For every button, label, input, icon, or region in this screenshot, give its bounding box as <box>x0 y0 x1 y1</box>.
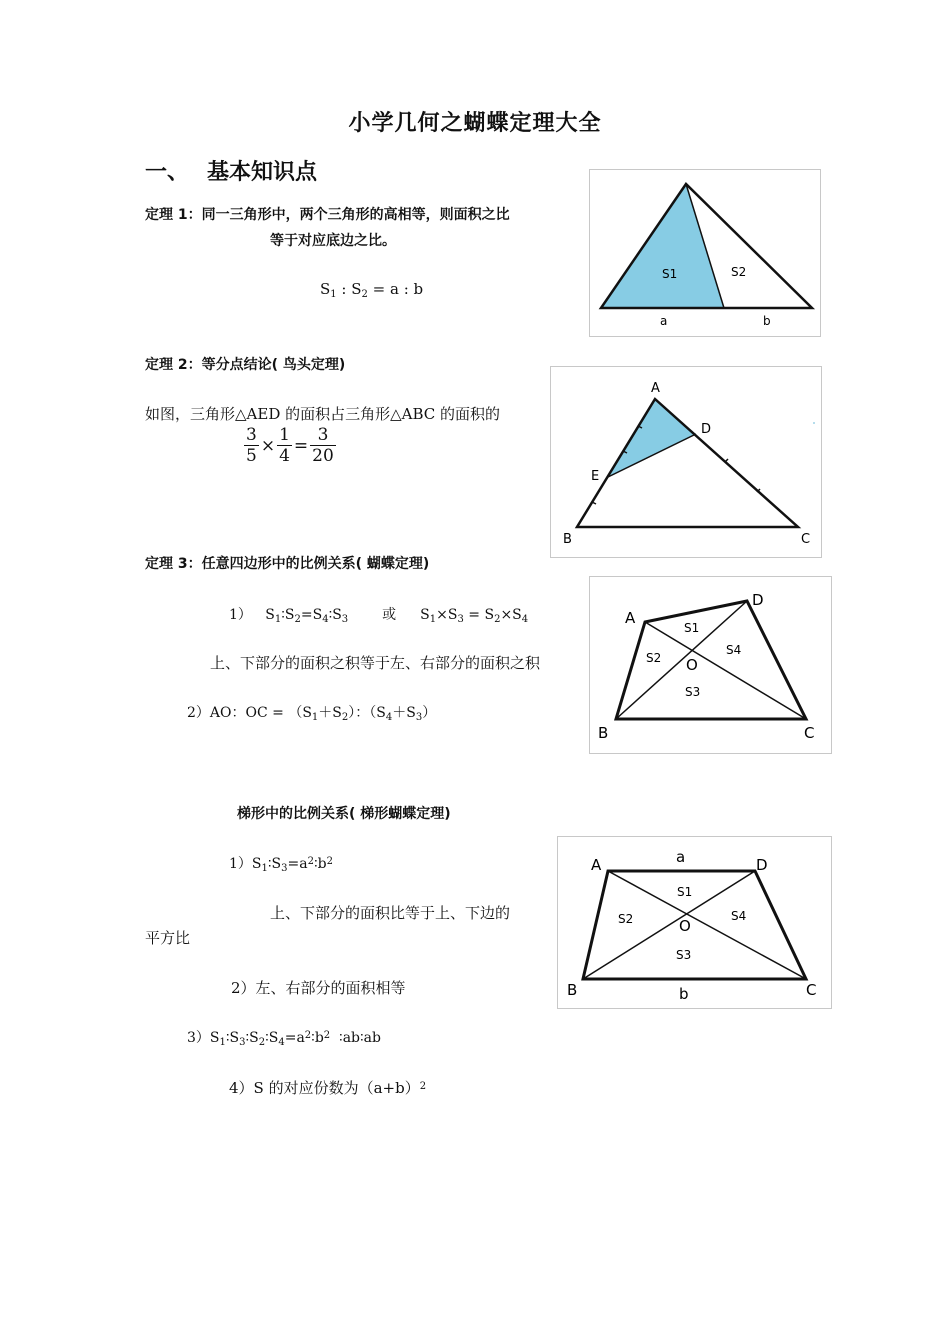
section-heading <box>145 155 317 186</box>
label-s2: S2 <box>646 651 662 665</box>
theorem3-figure <box>589 576 832 754</box>
label-a: A <box>651 381 660 396</box>
or-word: 或 <box>382 607 397 623</box>
label-b: B <box>567 981 578 999</box>
trapezoid-item1: $1)S_1∶S_3=a^2∶b^2$ <box>229 856 333 874</box>
theorem1-formula: $S_1$ : $S_2 = a$ : b <box>320 280 424 300</box>
formula-s1: $S_1$ <box>320 280 337 300</box>
label-b-bottom: b <box>679 985 689 1003</box>
aed-region <box>608 399 696 477</box>
label-s2: S2 <box>731 265 747 279</box>
fraction-1-4: $\frac{1}{4}$ <box>279 425 290 466</box>
theorem3-label: 定理 3： <box>145 556 202 572</box>
theorem3-heading <box>145 553 429 573</box>
theorem1-line2: 等于对应底边之比。 <box>270 233 396 249</box>
label-s3: S3 <box>685 685 701 699</box>
diagonal-bd <box>583 871 755 979</box>
theorem2-figure <box>550 366 822 558</box>
label-d: D <box>752 591 764 609</box>
label-s1: S1 <box>662 267 678 281</box>
theorem1-figure <box>589 169 821 337</box>
label-o: O <box>686 656 698 674</box>
label-d: D <box>701 422 712 437</box>
section-number: 一、 <box>145 160 190 185</box>
label-e: E <box>591 469 600 484</box>
theorem1-label: 定理 1： <box>145 207 202 223</box>
theorem1-text <box>145 204 510 224</box>
fraction-3-5: $\frac{3}{5}$ <box>246 425 257 466</box>
label-b: b <box>763 314 771 328</box>
trapezoid-item1-desc: 上、下部分的面积比等于上、下边的 <box>270 904 511 922</box>
label-s1: S1 <box>684 621 700 635</box>
label-s1: S1 <box>677 885 693 899</box>
theorem3-item1-desc: 上、下部分的面积之积等于左、右部分的面积之积 <box>210 654 541 672</box>
trapezoid-item4: 4）S 的对应份数为$(a+b)^2$ <box>229 1079 427 1097</box>
fraction-3-20: $\frac{3}{20}$ <box>312 425 334 466</box>
label-c: C <box>804 724 815 742</box>
diagonal-ac <box>608 871 806 979</box>
trapezoid-item3: $3)S_1∶S_3∶S_2∶S_4=a^2∶b^2$ ∶ab∶ab <box>187 1030 381 1048</box>
theorem2-desc: 如图，三角形△AED 的面积占三角形△ABC 的面积的 <box>145 405 501 423</box>
label-a: A <box>591 856 602 874</box>
theorem2-fraction: $\frac{3}{5}$ × $\frac{1}{4}$ = $\frac{3}{20}$ <box>246 425 334 466</box>
label-c: C <box>801 532 811 547</box>
label-s2: S2 <box>618 912 634 926</box>
theorem3-text: 任意四边形中的比例关系( 蝴蝶定理) <box>201 556 430 572</box>
label-o: O <box>679 917 691 935</box>
diagonal-bd <box>616 601 747 719</box>
formula-s2: $S_2$ <box>351 280 368 300</box>
label-a-top: a <box>676 848 686 866</box>
triangle-abc <box>577 399 798 527</box>
label-s4: S4 <box>731 909 747 923</box>
label-d: D <box>756 856 768 874</box>
page-title: 小学几何之蝴蝶定理大全 <box>348 110 602 136</box>
stray-dot <box>813 422 815 424</box>
theorem3-item2: 2）AO：OC = $(S_1+S_2)$：$(S_4+S_3)$ <box>187 705 437 723</box>
label-b: B <box>598 724 609 742</box>
theorem2-text: 等分点结论( 鸟头定理) <box>201 357 346 373</box>
trapezoid-item1-desc-2: 平方比 <box>145 929 191 947</box>
label-a: a <box>660 314 668 328</box>
section-label: 基本知识点 <box>207 160 318 185</box>
theorem2-label: 定理 2： <box>145 357 202 373</box>
trapezoid-heading: 梯形中的比例关系( 梯形蝴蝶定理) <box>237 806 451 822</box>
label-a: A <box>625 609 636 627</box>
trapezoid-figure <box>557 836 832 1009</box>
label-b: B <box>563 532 572 547</box>
theorem2-heading <box>145 354 345 374</box>
trapezoid <box>583 871 806 979</box>
label-s4: S4 <box>726 643 742 657</box>
trapezoid-item2: 2）左、右部分的面积相等 <box>231 979 406 997</box>
label-s3: S3 <box>676 948 692 962</box>
theorem3-item1: 1） $S_1∶S_2=S_4∶S_3$ 或 $S_1\times S_3 = S_2\times S_4$ <box>229 607 529 625</box>
label-c: C <box>806 981 817 999</box>
theorem1-line1: 同一三角形中，两个三角形的高相等，则面积之比 <box>201 207 510 223</box>
